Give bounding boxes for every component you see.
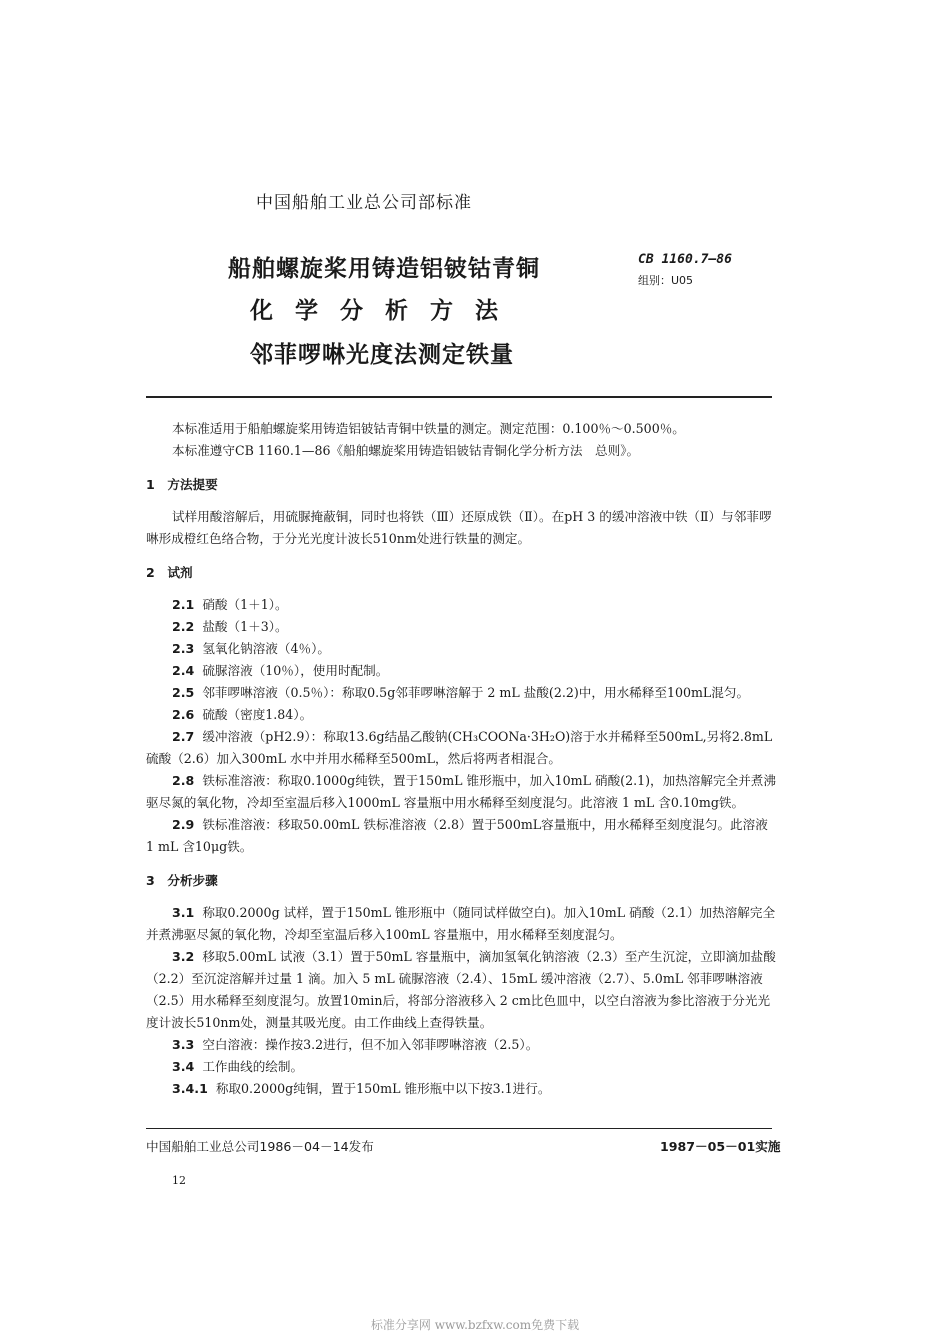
reagent-list (146, 594, 776, 858)
list-item: 2.8 铁标准溶液：称取0.1000g纯铁，置于150mL 锥形瓶中，加入10mL 硝酸(2.1)，加热溶解完全并煮沸驱尽氮的氧化物，冷却至室温后移入1000mL 容量瓶中用水稀释至刻度混匀。此溶液 1 mL 含0.10mg铁。 (146, 773, 776, 810)
section-3-heading: 3 分析步骤 (146, 873, 218, 888)
list-item: 3.2 移取5.00mL 试液（3.1）置于50mL 容量瓶中，滴加氢氧化钠溶液（2.3）至产生沉淀，立即滴加盐酸（2.2）至沉淀溶解并过量 1 滴。加入 5 mL 硫脲溶液（2.4）、15mL 缓冲溶液（2.7）、5.0mL 邻菲啰啉溶液（2.5）用水稀释至刻度混匀。放置10min后，将部分溶液移入 2 cm比色皿中，以空白溶液为参比溶液于分光光度计波长510nm处，测量其吸光度。由工作曲线上查得铁量。 (146, 949, 776, 1030)
footer-divider (146, 1128, 772, 1129)
list-item: 2.1 硝酸（1＋1）。 (172, 597, 288, 612)
section-1-text: 试样用酸溶解后，用硫脲掩蔽铜，同时也将铁（Ⅲ）还原成铁（Ⅱ）。在pH 3 的缓冲溶液中铁（Ⅱ）与邻菲啰啉形成橙红色络合物，于分光光度计波长510nm处进行铁量的测定。 (146, 509, 772, 546)
title-line-3: 邻菲啰啉光度法测定铁量 (250, 342, 514, 368)
procedure-list (146, 902, 776, 1100)
list-item: 3.1 称取0.2000g 试样，置于150mL 锥形瓶中（随同试样做空白)。加入10mL 硝酸（2.1）加热溶解完全并煮沸驱尽氮的氧化物，冷却至室温后移入100mL 容量瓶中，用水稀释至刻度混匀。 (146, 905, 776, 942)
list-item: 2.6 硫酸（密度1.84）。 (172, 707, 313, 722)
list-item: 2.5 邻菲啰啉溶液（0.5％）：称取0.5g邻菲啰啉溶解于 2 mL 盐酸(2.2)中，用水稀释至100mL混匀。 (172, 685, 750, 700)
group-code: 组别：U05 (638, 274, 694, 287)
list-item: 2.3 氢氧化钠溶液（4％）。 (172, 641, 330, 656)
issuing-organization: 中国船舶工业总公司部标准 (256, 193, 472, 213)
effective-date: 1987－05－01实施 (660, 1139, 781, 1154)
section-2-heading: 2 试剂 (146, 565, 193, 580)
list-item: 3.4 工作曲线的绘制。 (172, 1059, 304, 1074)
site-watermark: 标准分享网 www.bzfxw.com免费下载 (370, 1318, 580, 1332)
title-line-2: 化学分析方法 (250, 298, 520, 324)
intro-reference: 本标准遵守CB 1160.1—86《船舶螺旋桨用铸造铝铍钴青铜化学分析方法 总则》。 (172, 443, 640, 458)
issue-date: 中国船舶工业总公司1986－04－14发布 (146, 1139, 374, 1154)
header-divider (146, 396, 772, 398)
document-body (146, 418, 776, 1100)
page-number: 12 (172, 1174, 186, 1187)
standard-code: CB 1160.7—86 (638, 252, 732, 267)
list-item: 2.7 缓冲溶液（pH2.9）：称取13.6g结晶乙酸钠(CH₃COONa·3H₂O)溶于水并稀释至500mL,另将2.8mL 硫酸（2.6）加入300mL 水中并用水稀释至500mL，然后将两者相混合。 (146, 729, 773, 766)
section-1-heading: 1 方法提要 (146, 477, 218, 492)
list-item: 2.2 盐酸（1＋3）。 (172, 619, 288, 634)
list-item: 2.9 铁标准溶液：移取50.00mL 铁标准溶液（2.8）置于500mL容量瓶中，用水稀释至刻度混匀。此溶液 1 mL 含10μg铁。 (146, 817, 768, 854)
list-item: 3.3 空白溶液：操作按3.2进行，但不加入邻菲啰啉溶液（2.5）。 (172, 1037, 539, 1052)
intro-scope: 本标准适用于船舶螺旋桨用铸造铝铍钴青铜中铁量的测定。测定范围：0.100％～0.500％。 (172, 421, 685, 436)
title-line-1: 船舶螺旋桨用铸造铝铍钴青铜 (228, 256, 540, 282)
list-item: 2.4 硫脲溶液（10％），使用时配制。 (172, 663, 389, 678)
list-item: 3.4.1 称取0.2000g纯铜，置于150mL 锥形瓶中以下按3.1进行。 (172, 1081, 551, 1096)
